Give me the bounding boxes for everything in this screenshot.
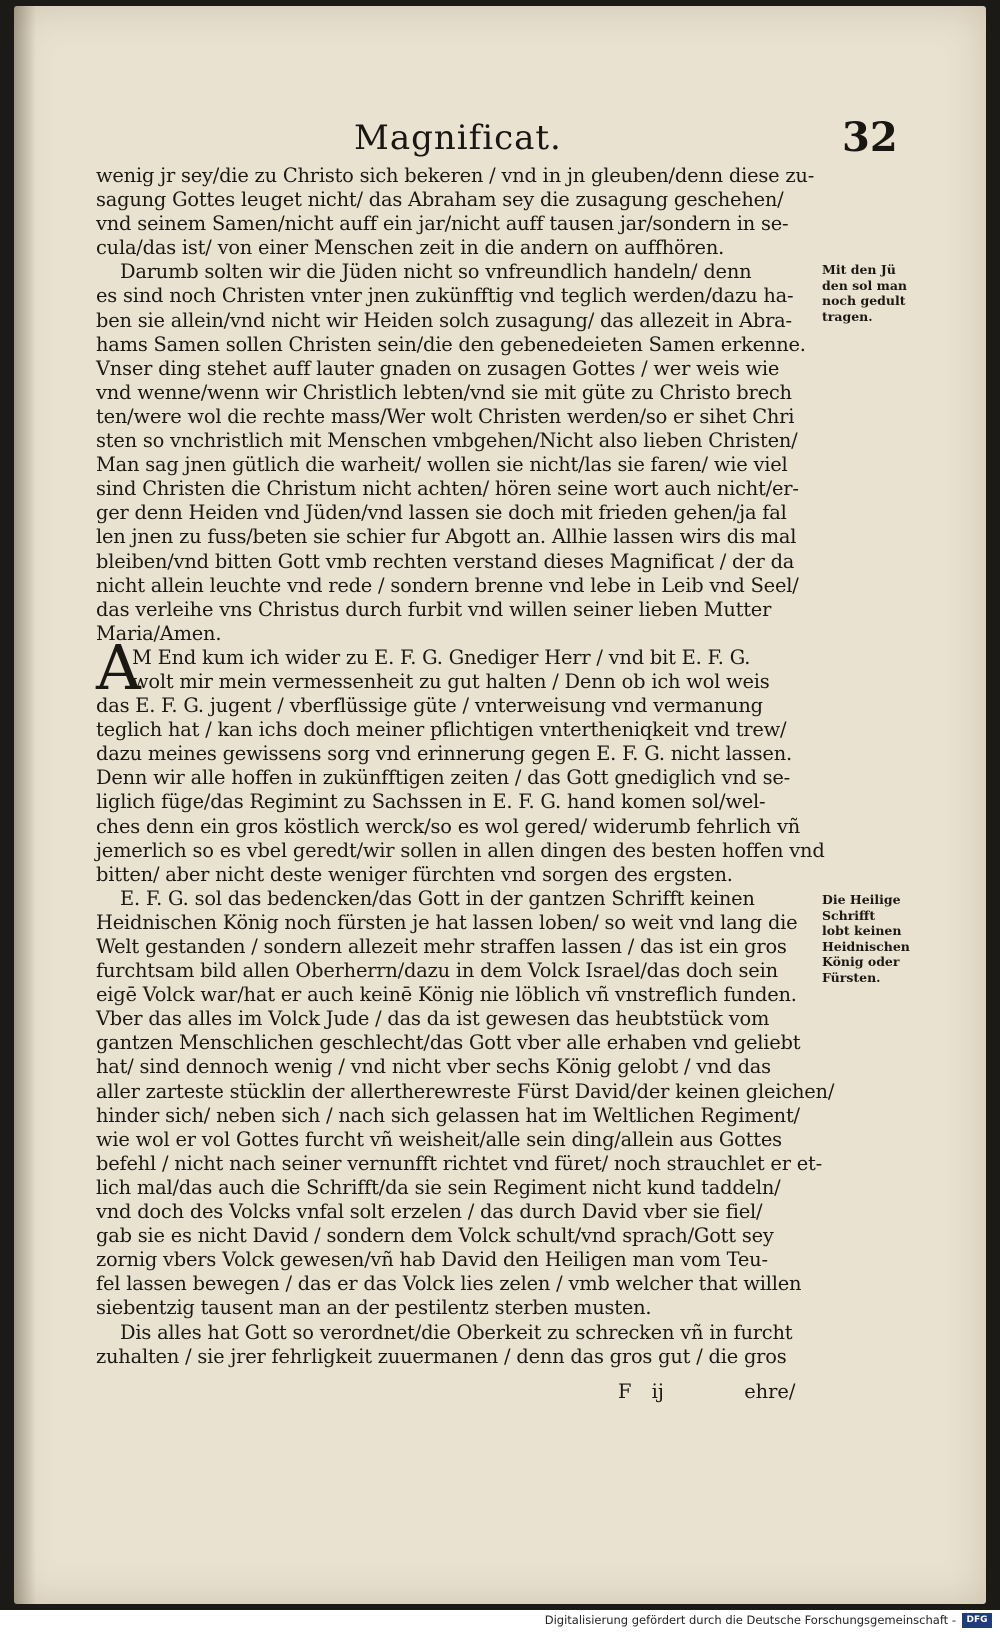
text-line: hinder sich/ neben sich / nach sich gelassen hat im Weltlichen Regiment/ <box>96 1103 800 1127</box>
text-line: dazu meines gewissens sorg vnd erinnerung gegen E. F. G. nicht lassen. <box>96 742 792 766</box>
text-line: ches denn ein gros köstlich werck/so es wol gered/ widerumb fehrlich vñ <box>96 814 801 838</box>
text-line: das verleihe vns Christus durch furbit vnd willen seiner lieben Mutter <box>96 597 772 621</box>
marginal-note-line: tragen. <box>822 308 873 324</box>
text-line: Denn wir alle hoffen in zukünfftigen zeiten / das Gott gnediglich vnd se- <box>96 766 791 790</box>
marginal-note-jews <box>822 262 922 324</box>
text-line: sten so vnchristlich mit Menschen vmbgehen/Nicht also lieben Christen/ <box>96 429 798 453</box>
main-text-block <box>96 164 835 1369</box>
footer-bar <box>0 1610 1000 1632</box>
text-line: wenig jr sey/die zu Christo sich bekeren / vnd in jn gleuben/denn diese zu- <box>96 164 815 187</box>
text-line: es sind noch Christen vnter jnen zukünfftig vnd teglich werden/dazu ha- <box>96 284 794 308</box>
text-line: vnd doch des Volcks vnfal solt erzelen / das durch David vber sie fiel/ <box>96 1200 763 1224</box>
text-line: liglich füge/das Regimint zu Sachssen in E. F. G. hand komen sol/wel- <box>96 790 766 814</box>
text-line: lich mal/das auch die Schrifft/da sie sein Regiment nicht kund taddeln/ <box>96 1175 781 1199</box>
marginal-note-line: den sol man <box>822 277 908 293</box>
text-line: furchtsam bild allen Oberherrn/dazu in dem Volck Israel/das doch sein <box>96 959 778 983</box>
text-line: zornig vbers Volck gewesen/vñ hab David den Heiligen man vom Teu- <box>96 1248 768 1272</box>
catchword: ehre/ <box>744 1380 796 1403</box>
signature-mark: F ij <box>618 1380 664 1403</box>
text-line: M End kum ich wider zu E. F. G. Gnediger Herr / vnd bit E. F. G. <box>132 645 751 669</box>
text-line: cula/das ist/ von einer Menschen zeit in die andern on auffhören. <box>96 236 725 260</box>
running-head: Magnificat. <box>354 118 562 158</box>
marginal-note-line: Die Heilige <box>822 892 901 907</box>
text-line: wolt mir mein vermessenheit zu gut halten / Denn ob ich wol weis <box>132 669 770 693</box>
text-line: gab sie es nicht David / sondern dem Volck schult/vnd sprach/Gott sey <box>96 1224 774 1248</box>
marginal-note-line: König oder <box>822 954 900 969</box>
text-line: vnd wenne/wenn wir Christlich lebten/vnd sie mit güte zu Christo brech <box>96 380 792 404</box>
text-line: E. F. G. sol das bedencken/das Gott in der gantzen Schrifft keinen <box>120 886 755 910</box>
text-line: Man sag jnen gütlich die warheit/ wollen sie nicht/las sie faren/ wie viel <box>96 453 788 477</box>
text-line: sagung Gottes leuget nicht/ das Abraham sey die zusagung geschehen/ <box>96 188 784 212</box>
text-line: sind Christen die Christum nicht achten/ hören seine wort auch nicht/er- <box>96 477 799 501</box>
text-line: hat/ sind dennoch wenig / vnd nicht vber sechs König gelobt / vnd das <box>96 1055 771 1079</box>
marginal-note-line: lobt keinen <box>822 923 902 938</box>
text-line: das E. F. G. jugent / vberflüssige güte / vnterweisung vnd vermanung <box>96 694 763 718</box>
text-line: Vber das alles im Volck Jude / das da ist gewesen das heubtstück vom <box>96 1007 770 1031</box>
text-line: vnd seinem Samen/nicht auff ein jar/nicht auff tausen jar/sondern in se- <box>96 212 789 236</box>
text-line: ten/were wol die rechte mass/Wer wolt Christen werden/so er sihet Chri <box>96 404 795 428</box>
text-line: Dis alles hat Gott so verordnet/die Oberkeit zu schrecken vñ in furcht <box>120 1320 793 1344</box>
marginal-note-line: Heidnischen <box>822 938 910 954</box>
drop-cap: A <box>96 631 141 704</box>
signature-and-catchword <box>618 1380 795 1403</box>
marginal-note-line: Schrifft <box>822 907 876 923</box>
text-line: aller zarteste stücklin der allertherewreste Fürst David/der keinen gleichen/ <box>96 1079 835 1103</box>
text-line: Maria/Amen. <box>96 621 222 645</box>
text-line: fel lassen bewegen / das er das Volck lies zelen / vmb welcher that willen <box>96 1272 802 1296</box>
text-line: Heidnischen König noch fürsten je hat lassen loben/ so weit vnd lang die <box>96 910 798 934</box>
page-number: 32 <box>842 114 898 161</box>
text-line: len jnen zu fuss/beten sie schier fur Abgott an. Allhie lassen wirs dis mal <box>96 525 797 549</box>
text-line: jemerlich so es vbel geredt/wir sollen in allen dingen des besten hoffen vnd <box>96 838 825 862</box>
text-line: Welt gestanden / sondern allezeit mehr straffen lassen / das ist ein gros <box>96 935 787 958</box>
text-line: zuhalten / sie jrer fehrligkeit zuuermanen / denn das gros gut / die gros <box>96 1344 787 1368</box>
marginal-note-scripture <box>822 892 922 985</box>
footer-credit: Digitalisierung gefördert durch die Deutsche Forschungsgemeinschaft - <box>544 1613 956 1627</box>
text-line: wie wol er vol Gottes furcht vñ weisheit/alle sein ding/allein aus Gottes <box>96 1127 782 1151</box>
marginal-note-line: Mit den Jü <box>822 262 896 277</box>
text-line: teglich hat / kan ichs doch meiner pflichtigen vntertheniqkeit vnd trew/ <box>96 718 787 742</box>
text-line: Vnser ding stehet auff lauter gnaden on zusagen Gottes / wer weis wie <box>96 356 780 380</box>
text-line: siebentzig tausent man an der pestilentz sterben musten. <box>96 1296 652 1320</box>
text-line: bleiben/vnd bitten Gott vmb rechten verstand dieses Magnificat / der da <box>96 549 795 573</box>
text-line: bitten/ aber nicht deste weniger fürchten vnd sorgen des ergsten. <box>96 862 733 886</box>
text-line: gantzen Menschlichen geschlecht/das Gott vber alle erhaben vnd geliebt <box>96 1031 801 1055</box>
text-line: ben sie allein/vnd nicht wir Heiden solch zusagung/ das allezeit in Abra- <box>96 308 792 332</box>
text-line: ger denn Heiden vnd Jüden/vnd lassen sie doch mit frieden gehen/ja fal <box>96 501 787 525</box>
marginal-note-line: Fürsten. <box>822 969 881 985</box>
marginal-note-line: noch gedult <box>822 293 906 308</box>
text-line: eigē Volck war/hat er auch keinē König nie löblich vñ vnstreflich funden. <box>96 983 797 1007</box>
text-line: Darumb solten wir die Jüden nicht so vnfreundlich handeln/ denn <box>120 260 752 284</box>
text-line: hams Samen sollen Christen sein/die den gebenedeieten Samen erkenne. <box>96 332 806 356</box>
text-line: nicht allein leuchte vnd rede / sondern brenne vnd lebe in Leib vnd Seel/ <box>96 573 799 597</box>
dfg-logo: DFG <box>962 1613 992 1628</box>
text-line: befehl / nicht nach seiner vernunfft richtet vnd füret/ noch strauchlet er et- <box>96 1151 822 1175</box>
